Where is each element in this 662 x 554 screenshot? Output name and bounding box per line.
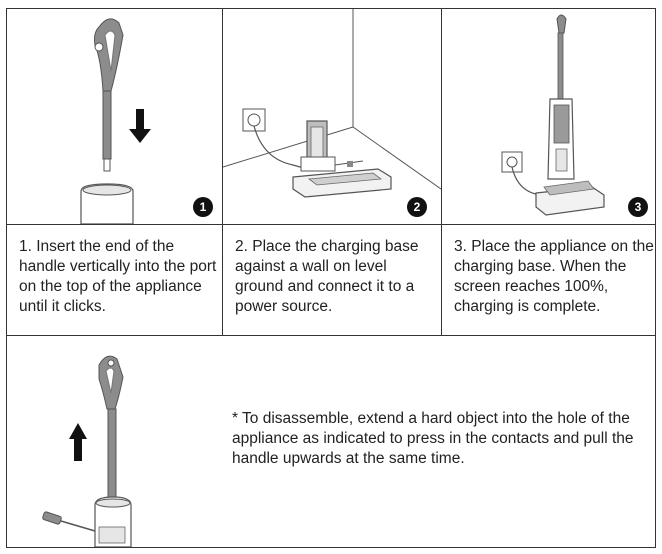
step-2-number-badge: 2: [407, 197, 427, 217]
step-2-illustration: [223, 9, 441, 224]
disassembly-note: * To disassemble, extend a hard object into the hole of the appliance as indicated to press in the contacts and pull the handle upwards at the same time.: [232, 410, 634, 467]
step-3-text: 3. Place the appliance on the charging base. When the screen reaches 100%, charging is complete.: [454, 238, 654, 315]
step-1-text: 1. Insert the end of the handle vertically into the port on the top of the appliance until it clicks.: [19, 238, 217, 315]
step-1-number-badge: 1: [193, 197, 213, 217]
step-3-number-badge: 3: [628, 197, 648, 217]
step-1-illustration: [7, 9, 222, 224]
row-divider-2: [7, 335, 655, 336]
row-divider-1: [7, 224, 655, 225]
step-2-text: 2. Place the charging base against a wall on level ground and connect it to a power source.: [235, 238, 419, 315]
instruction-sheet: [6, 8, 656, 548]
step-3-illustration: [442, 9, 655, 224]
disassembly-illustration: [7, 337, 227, 547]
